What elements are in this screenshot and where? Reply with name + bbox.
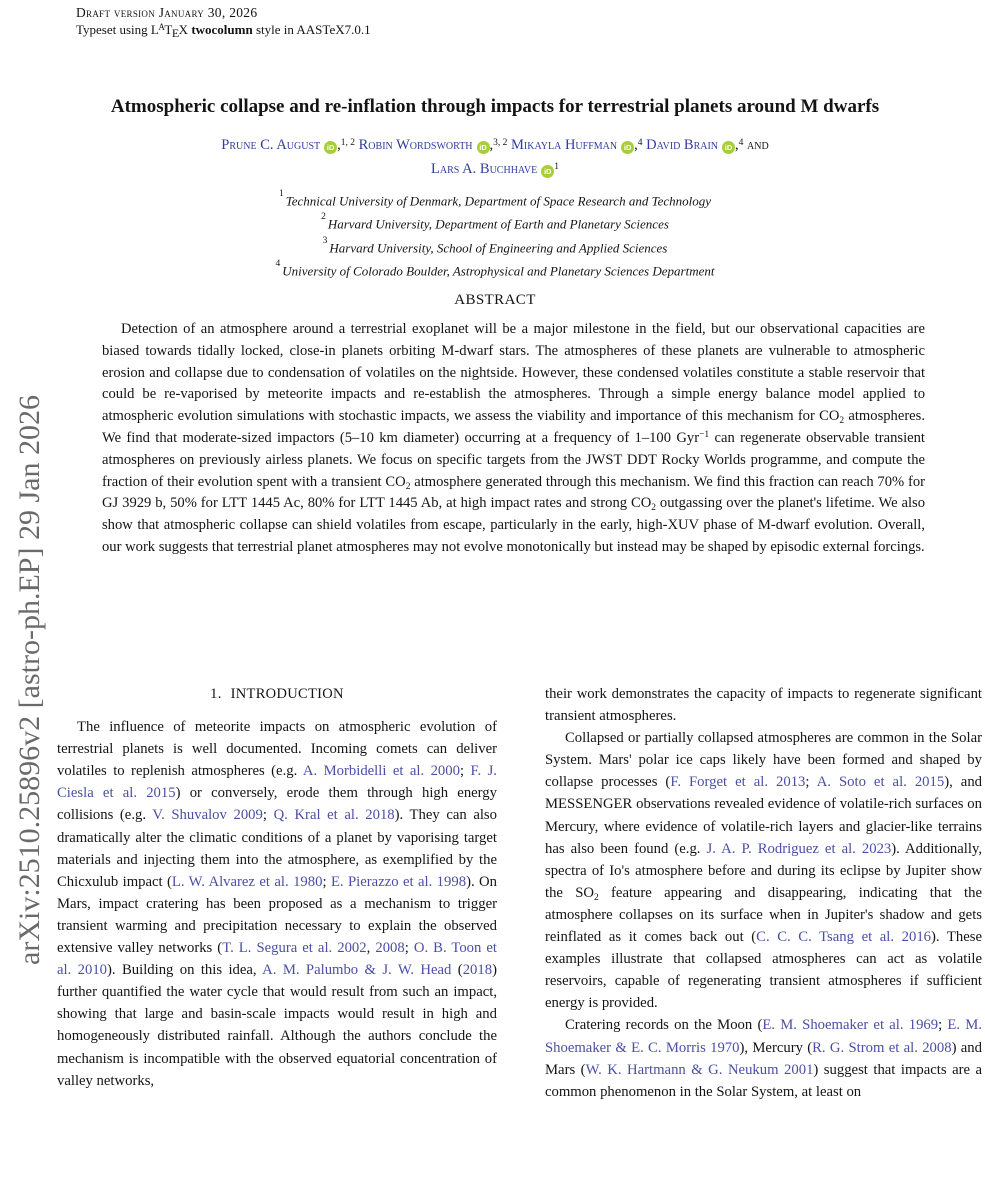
text-segment: 4 [637, 137, 643, 148]
orcid-icon[interactable]: iD [324, 141, 337, 154]
text-segment: ). Additionally, spectra of Io's atmosphere before and during its eclipse by Jupiter show the SO [545, 840, 983, 901]
text-segment: atmospheres. We find that moderate-sized impactors (5–10 km diameter) occurring at a frequency of 1–100 Gyr [102, 408, 925, 446]
intro-paragraph-2 [545, 727, 982, 1014]
affiliation-text: University of Colorado Boulder, Astrophysical and Planetary Sciences Department [282, 263, 715, 279]
text-segment: 3, 2 [493, 137, 508, 148]
text-segment: outgassing over the planet's lifetime. We also show that atmospheric collapse can shield volatiles from escape, particularly in the early, high-XUV phase of M-dwarf evolution. Overall, our work suggests that terrestrial planet atmospheres may not evolve monotonically but instead may be shaped by episodic external forcings. [102, 495, 925, 555]
text-segment: ) suggest that impacts are a common phenomenon in the Solar System, at least on [545, 1061, 983, 1100]
column-right [545, 683, 982, 1103]
orcid-icon[interactable]: iD [541, 165, 554, 178]
text-segment: ). Building on this idea, [107, 962, 263, 979]
citation-link[interactable]: C. C. C. Tsang et al. 2016 [756, 929, 932, 946]
affiliation-text: Harvard University, School of Engineering and Applied Sciences [329, 239, 668, 255]
affiliation-superscript: 1 [278, 189, 284, 199]
citation-link[interactable]: T. L. Segura et al. 2002 [222, 940, 367, 957]
affiliation-1 [40, 188, 950, 211]
author-name-link[interactable]: Mikayla Huffman [511, 137, 618, 153]
text-segment: ) and Mars ( [545, 1039, 982, 1078]
text-segment: X [178, 22, 192, 37]
text-segment: , [489, 137, 494, 153]
text-segment: ), Mercury ( [739, 1039, 813, 1056]
text-segment: T [164, 22, 173, 37]
text-segment: −1 [699, 430, 710, 441]
text-segment: ; [322, 873, 331, 890]
text-segment: ; [404, 940, 414, 957]
citation-link[interactable]: W. K. Hartmann & G. Neukum 2001 [585, 1061, 814, 1078]
affiliation-3 [40, 235, 950, 258]
text-segment: ; [262, 807, 274, 824]
text-segment: and [743, 137, 769, 153]
citation-link[interactable]: O. B. Toon et al. 2010 [57, 940, 498, 979]
citation-link[interactable]: A. M. Palumbo & J. W. Head [262, 962, 452, 979]
text-segment: twocolumn [191, 22, 253, 37]
text-segment: 2 [405, 481, 411, 492]
text-segment: ). They can also dramatically alter the climatic conditions of a planet by vaporising target materials and injecting them into the atmosphere, as exemplified by the Chicxulub impact ( [57, 807, 497, 890]
text-segment: ( [451, 962, 463, 979]
section-title: INTRODUCTION [230, 686, 344, 702]
text-segment: ; [938, 1017, 948, 1034]
arxiv-watermark: arXiv:2510.25896v2 [astro-ph.EP] 29 Jan 2026 [13, 395, 46, 965]
text-segment: Cratering records on the Moon ( [565, 1017, 763, 1034]
text-segment: E [171, 25, 180, 40]
affiliation-text: Harvard University, Department of Earth and Planetary Sciences [327, 216, 669, 232]
text-segment: The influence of meteorite impacts on atmospheric evolution of terrestrial planets is well documented. Incoming comets can deliver volatiles to replenish atmospheres (e.g. [57, 719, 497, 780]
text-segment: , [366, 940, 376, 957]
affiliation-2 [40, 211, 950, 234]
affiliation-superscript: 3 [322, 235, 328, 246]
text-segment: Detection of an atmosphere around a terrestrial exoplanet will be a major milestone in the field, but our observational capacities are biased towards tidally locked, close-in planets orbiting M-dwarf stars. The atmospheres of these planets are vulnerable to atmospheric erosion and collapse due to condensation of volatiles on the nightside. However, these condensed volatiles constitute a stable reservoir that could be re-vaporised by meteorite impacts and re-establish the atmospheres. Through a simple energy balance model applied to atmospheric evolution simulations with stochastic impacts, we assess the viability and importance of this mechanism for CO [102, 321, 925, 425]
text-segment: ; [805, 774, 817, 791]
orcid-icon[interactable]: iD [477, 141, 490, 154]
text-segment: , [337, 137, 341, 153]
text-segment: atmosphere generated through this mechanism. We find this fraction can reach 70% for GJ 3929 b, 50% for LTT 1445 Ac, 80% for LTT 1445 Ab, at high impact rates and strong CO [102, 473, 926, 512]
author-name-link[interactable]: Robin Wordsworth [358, 137, 473, 153]
text-segment: Typeset using [76, 22, 151, 37]
citation-link[interactable]: E. M. Shoemaker et al. 1969 [762, 1017, 939, 1034]
text-segment: 2 [594, 892, 599, 903]
affiliation-superscript: 4 [275, 258, 281, 269]
text-segment: 2 [651, 503, 656, 514]
text-segment: ) further quantified the water cycle that would result from such an impact, showing that large and basin-scale impacts would result in high and homogeneously distributed rainfall. Although the authors conclude the mechanism is incompatible with the observed equatorial concentration of valley networks, [57, 962, 497, 1089]
text-segment: ). On Mars, impact cratering has been proposed as a mechanism to trigger transient warming and precipitation necessary to explain the observed extensive valley networks ( [57, 873, 497, 957]
text-segment: 4 [738, 137, 744, 148]
orcid-icon[interactable]: iD [722, 141, 735, 154]
text-segment: style in AASTeX7.0.1 [252, 22, 371, 37]
text-segment: ). These examples illustrate that collapsed atmospheres can act as volatile reservoirs, capable of regenerating transient atmospheres if sufficient energy is provided. [545, 929, 982, 1012]
text-segment: 1 [554, 161, 559, 172]
abstract-heading: ABSTRACT [454, 292, 536, 308]
text-segment: Collapsed or partially collapsed atmospheres are common in the Solar System. Mars' polar ice caps likely have been formed and shaped by collapse processes ( [545, 730, 982, 791]
text-segment: ) or conversely, erode them through high energy collisions (e.g. [57, 785, 497, 824]
text-segment: can regenerate observable transient atmospheres on previously airless planets. We focus on specific targets from the JWST DDT Rocky Worlds programme, and compute the fraction of their evolution spent with a transient CO [102, 429, 925, 490]
typeset-line [76, 21, 371, 40]
author-name-link[interactable]: Lars A. Buchhave [431, 161, 538, 177]
intro-section-heading [57, 683, 497, 705]
text-segment: , [735, 137, 739, 153]
draft-header [76, 4, 371, 40]
text-segment: ), and MESSENGER observations revealed evidence of volatile-rich surfaces on Mercury, where evidence of volatile-rich layers and glacier-like terrains has also been found (e.g. [545, 774, 983, 857]
affiliation-4 [40, 258, 950, 281]
intro-paragraph-3 [545, 1014, 982, 1102]
text-segment: L [150, 22, 159, 37]
text-segment: 2 [839, 416, 845, 427]
text-segment: A [158, 22, 165, 32]
citation-link[interactable]: R. G. Strom et al. 2008 [812, 1039, 952, 1056]
abstract-text [102, 319, 925, 559]
citation-link[interactable]: E. M. Shoemaker & E. C. Morris 1970 [545, 1017, 982, 1056]
text-segment: 1, 2 [340, 137, 355, 148]
affiliation-list [40, 188, 950, 281]
paper-title: Atmospheric collapse and re-inflation through impacts for terrestrial planets around M dwarfs [110, 96, 880, 117]
affiliation-text: Technical University of Denmark, Department of Space Research and Technology [285, 193, 712, 209]
citation-link[interactable]: F. J. Ciesla et al. 2015 [57, 763, 497, 802]
citation-link[interactable]: 2008 [375, 940, 405, 957]
author-name-link[interactable]: David Brain [646, 137, 719, 153]
citation-link[interactable]: J. A. P. Rodriguez et al. 2023 [706, 840, 892, 857]
section-number: 1. [210, 686, 222, 702]
citation-link[interactable]: Q. Kral et al. 2018 [273, 807, 395, 824]
citation-link[interactable]: A. Soto et al. 2015 [816, 774, 945, 791]
citation-link[interactable]: V. Shuvalov 2009 [152, 807, 263, 824]
affiliation-superscript: 2 [321, 212, 326, 223]
intro-paragraph-1-continued [545, 683, 982, 727]
author-name-link[interactable]: Prune C. August [221, 137, 321, 153]
column-left [57, 683, 497, 1092]
author-line-2 [40, 157, 950, 181]
author-list [40, 133, 950, 181]
text-segment: their work demonstrates the capacity of impacts to regenerate significant transient atmospheres. [545, 686, 982, 725]
text-segment: feature appearing and disappearing, indicating that the atmosphere collapses on its surface when in Jupiter's shadow and gets reinflated as it comes back out ( [545, 884, 982, 946]
author-line-1 [40, 133, 950, 157]
intro-paragraph-1 [57, 716, 497, 1092]
text-segment: , [634, 137, 638, 153]
citation-link[interactable]: F. Forget et al. 2013 [670, 774, 806, 791]
citation-link[interactable]: A. Morbidelli et al. 2000 [302, 763, 460, 780]
citation-link[interactable]: 2018 [462, 962, 493, 979]
citation-link[interactable]: E. Pierazzo et al. 1998 [330, 873, 467, 890]
orcid-icon[interactable]: iD [621, 141, 634, 154]
text-segment: ; [459, 763, 471, 780]
draft-version-line: Draft version January 30, 2026 [76, 5, 258, 20]
citation-link[interactable]: L. W. Alvarez et al. 1980 [171, 873, 323, 890]
